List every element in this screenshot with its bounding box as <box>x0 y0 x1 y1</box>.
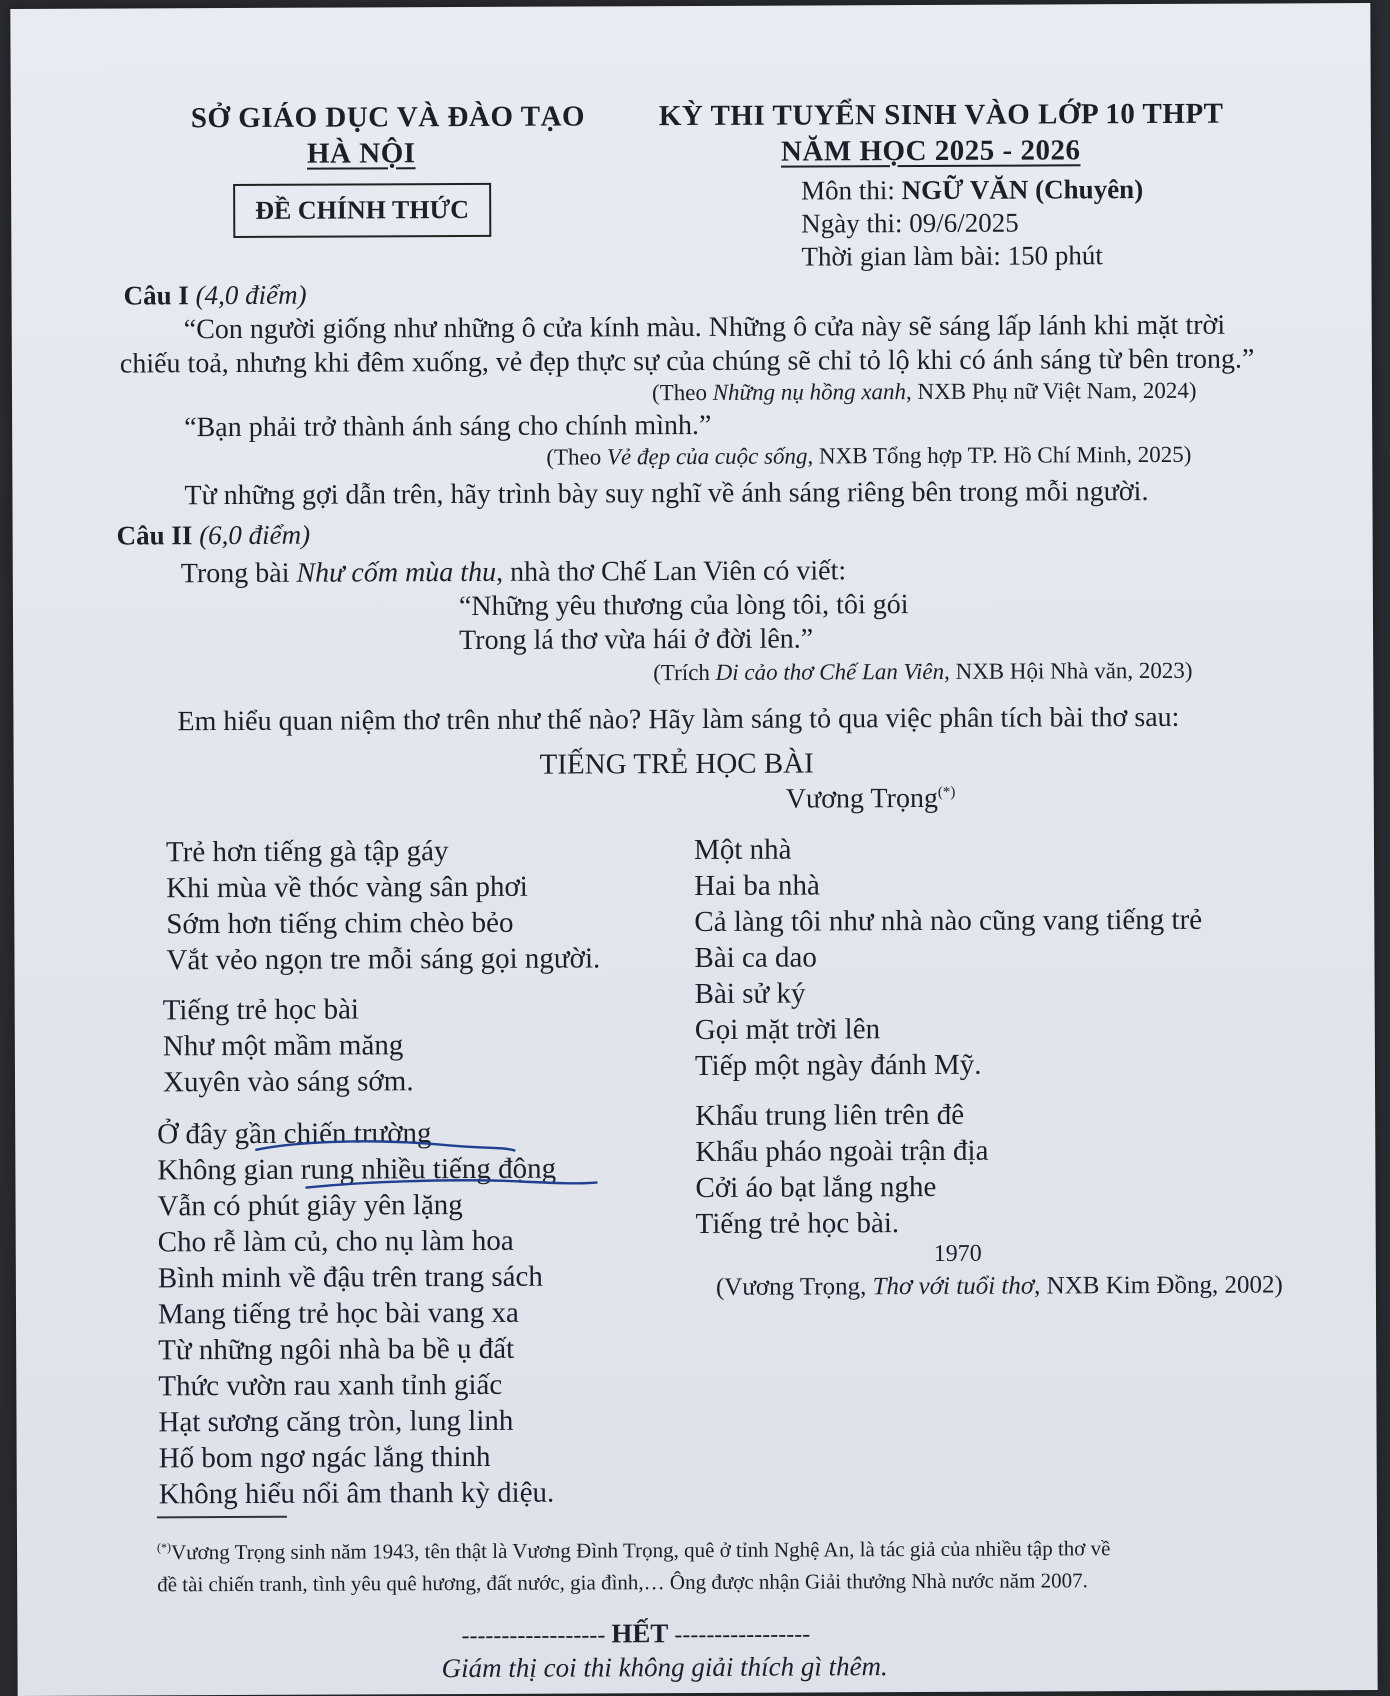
question-2-quote-line-2: Trong lá thơ vừa hái ở đời lên.” <box>459 623 814 657</box>
poem-line: Như một mầm măng <box>162 1029 404 1063</box>
poem-line: Mang tiếng trẻ học bài vang xa <box>157 1296 519 1331</box>
footnote-line-2: đề tài chiến tranh, tình yêu quê hương, đất nước, gia đình,… Ông được nhận Giải thưởng Nhà nước năm 2007. <box>157 1568 1088 1597</box>
poem-line: Trẻ hơn tiếng gà tập gáy <box>165 835 449 869</box>
quote-1-line-1: “Con người giống như những ô cửa kính màu. Những ô cửa này sẽ sáng lấp lánh khi mặt trời <box>183 309 1226 346</box>
poem-line: Không gian rung nhiều tiếng động <box>157 1152 557 1187</box>
quote-1-source-post: , NXB Phụ nữ Việt Nam, 2024) <box>905 377 1197 405</box>
quote-2-source-post: , NXB Tổng hợp TP. Hồ Chí Minh, 2025) <box>807 441 1192 469</box>
question-1-heading <box>124 280 307 312</box>
question-1-prompt: Từ những gợi dẫn trên, hãy trình bày suy nghĩ về ánh sáng riêng bên trong mỗi người. <box>184 476 1149 512</box>
end-dashes-right: ----------------- <box>674 1621 811 1649</box>
quote-2-source-pre: (Theo <box>546 444 608 470</box>
poem-line: Tiếng trẻ học bài. <box>695 1207 900 1240</box>
poem-author-mark: (*) <box>937 784 956 801</box>
poem-right-stanza-2 <box>695 1097 989 1242</box>
poem-line: Vắt vẻo ngọn tre mỗi sáng gọi người. <box>166 942 601 977</box>
poem-line: Hố bom ngơ ngác lắng thinh <box>158 1440 491 1475</box>
question-2-intro <box>181 555 846 590</box>
poem-line: Thức vườn rau xanh tỉnh giấc <box>158 1368 503 1403</box>
subject-line <box>801 174 1143 206</box>
poem-line: Không hiểu nổi âm thanh kỳ diệu. <box>158 1476 555 1511</box>
question-2-heading <box>117 520 311 552</box>
question-1-title: Câu I <box>123 280 189 311</box>
poem-line: Cởi áo bạt lắng nghe <box>695 1170 937 1204</box>
question-2-source-post: , NXB Hội Nhà văn, 2023) <box>943 657 1193 684</box>
date-value: 09/6/2025 <box>909 207 1019 239</box>
quote-2-source-title: Vẻ đẹp của cuộc sống <box>606 443 808 470</box>
footnote-line-1 <box>157 1536 1110 1565</box>
poem-line: Bài sử ký <box>694 977 806 1010</box>
end-label: HẾT <box>611 1618 669 1649</box>
time-line <box>801 240 1103 272</box>
quote-2-source <box>546 442 1191 471</box>
question-2-intro-title: Như cốm mùa thu <box>296 556 497 589</box>
poem-line: Cho rễ làm củ, cho nụ làm hoa <box>157 1224 514 1259</box>
poem-line: Khi mùa về thóc vàng sân phơi <box>166 870 528 905</box>
question-2-intro-post: , nhà thơ Chế Lan Viên có viết: <box>495 555 847 588</box>
question-2-source-title: Di cảo thơ Chế Lan Viên <box>715 658 945 685</box>
proctor-note: Giám thị coi thi không giải thích gì thêm. <box>441 1651 888 1684</box>
school-year: NĂM HỌC 2025 - 2026 <box>780 134 1081 168</box>
poem-line: Vẫn có phút giây yên lặng <box>157 1189 463 1223</box>
question-2-intro-pre: Trong bài <box>180 557 297 590</box>
question-1-points: (4,0 điểm) <box>195 279 307 311</box>
poem-source-pre: (Vương Trọng, <box>715 1273 873 1301</box>
date-label: Ngày thi: <box>801 208 903 239</box>
poem-line: Gọi mặt trời lên <box>694 1013 881 1046</box>
poem-line: Tiếng trẻ học bài <box>162 993 360 1027</box>
poem-line: Bài ca dao <box>694 941 817 974</box>
poem-title: TIẾNG TRẺ HỌC BÀI <box>539 747 814 781</box>
poem-year: 1970 <box>933 1240 982 1267</box>
poem-line: Khẩu trung liên trên đê <box>695 1098 965 1132</box>
question-2-points: (6,0 điểm) <box>199 519 311 551</box>
footnote-divider <box>157 1516 287 1519</box>
question-2-title: Câu II <box>116 520 193 551</box>
question-2-source-pre: (Trích <box>653 659 716 686</box>
poem-line: Một nhà <box>693 833 792 866</box>
exam-title: KỲ THI TUYỂN SINH VÀO LỚP 10 THPT <box>658 97 1224 133</box>
quote-1-source <box>652 378 1197 406</box>
poem-line: Tiếp một ngày đánh Mỹ. <box>694 1048 982 1082</box>
end-marker <box>461 1618 810 1651</box>
question-2-quote-line-1: “Những yêu thương của lòng tôi, tôi gói <box>458 589 909 623</box>
footnote-mark: (*) <box>157 1540 172 1555</box>
question-2-source <box>653 658 1192 686</box>
time-label: Thời gian làm bài: <box>801 240 1001 272</box>
department-city: HÀ NỘI <box>306 137 416 170</box>
poem-line: Hạt sương căng tròn, lung linh <box>158 1404 514 1439</box>
poem-line: Ở đây gần chiến trường <box>157 1117 432 1151</box>
poem-line: Xuyên vào sáng sớm. <box>162 1065 414 1099</box>
poem-left-stanza-2 <box>163 991 414 1100</box>
poem-line: Hai ba nhà <box>694 869 820 902</box>
subject-label: Môn thi: <box>801 175 895 206</box>
time-value: 150 phút <box>1007 240 1103 271</box>
poem-source-title: Thơ với tuổi thơ <box>872 1272 1035 1301</box>
official-label: ĐỀ CHÍNH THỨC <box>233 183 491 238</box>
poem-source-post: , NXB Kim Đồng, 2002) <box>1034 1271 1283 1300</box>
poem-left-stanza-3 <box>157 1115 557 1513</box>
department-name: SỞ GIÁO DỤC VÀ ĐÀO TẠO <box>190 100 586 135</box>
question-2-prompt: Em hiểu quan niệm thơ trên như thế nào? Hãy làm sáng tỏ qua việc phân tích bài thơ sau: <box>177 701 1180 738</box>
end-dashes-left: ------------------ <box>461 1622 606 1650</box>
poem-line: Từ những ngôi nhà ba bề ụ đất <box>158 1332 515 1367</box>
quote-1-source-pre: (Theo <box>651 379 713 406</box>
quote-1-source-title: Những nụ hồng xanh <box>712 379 907 405</box>
quote-2: “Bạn phải trở thành ánh sáng cho chính mình.” <box>184 409 712 444</box>
date-line <box>801 208 1019 240</box>
exam-paper <box>10 3 1377 1696</box>
quote-1-line-2: chiếu toả, nhưng khi đêm xuống, vẻ đẹp thực sự của chúng sẽ chỉ tỏ lộ khi có ánh sáng từ bên trong.” <box>119 343 1255 380</box>
poem-right-stanza-1 <box>694 830 1203 1084</box>
poem-line: Khẩu pháo ngoài trận địa <box>695 1134 989 1168</box>
poem-source <box>716 1271 1283 1301</box>
poem-author-name: Vương Trọng <box>785 782 938 815</box>
poem-line: Sớm hơn tiếng chim chèo bẻo <box>166 906 514 941</box>
poem-left-stanza-1 <box>166 832 600 978</box>
poem-author <box>786 783 956 816</box>
poem-line: Cả làng tôi như nhà nào cũng vang tiếng trẻ <box>694 903 1203 938</box>
footnote-text-1: Vương Trọng sinh năm 1943, tên thật là Vương Đình Trọng, quê ở tỉnh Nghệ An, là tác giả của nhiều tập thơ về <box>171 1536 1111 1565</box>
poem-line: Bình minh về đậu trên trang sách <box>157 1260 543 1295</box>
subject-value: NGỮ VĂN (Chuyên) <box>901 174 1144 206</box>
